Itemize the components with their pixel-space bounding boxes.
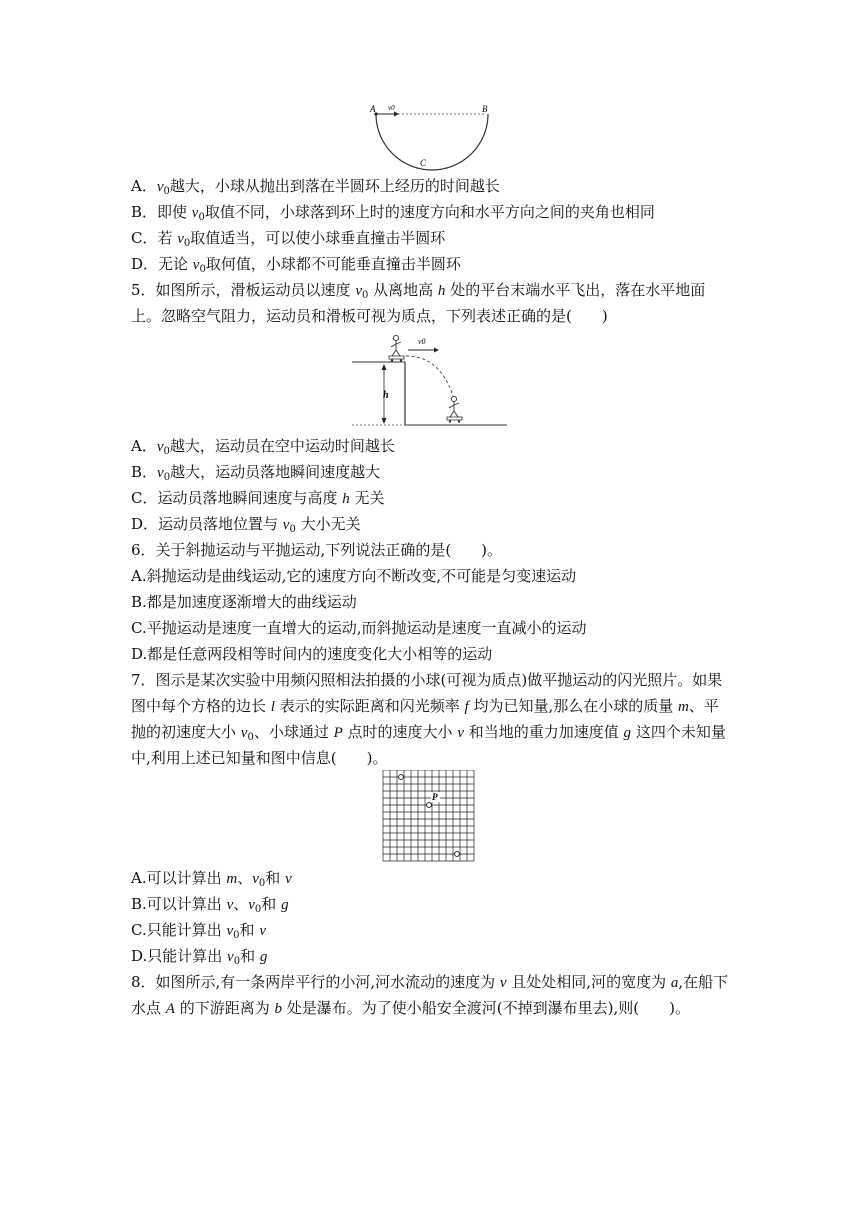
semicircle-figure [362, 100, 502, 174]
q5-stem-line-1: 5．如图所示，滑板运动员以速度 $v_0$ 从离地高 h 处的平台末端水平飞出，落在水平地面 [131, 281, 706, 301]
q7-option-c: C.只能计算出 $v_0$和 v [131, 921, 266, 941]
q5-stem-line-2: 上。忽略空气阻力，运动员和滑板可视为质点，下列表述正确的是( ) [131, 307, 608, 325]
q4-option-d: D．无论 $v_0$取何值，小球都不可能垂直撞击半圆环 [131, 255, 461, 275]
label-v0-skate: v0 [418, 337, 426, 346]
label-b: B [482, 104, 488, 114]
q8-stem-line-2: 水点 A 的下游距离为 b 处是瀑布。为了使小船安全渡河(不掉到瀑布里去),则( )。 [131, 999, 690, 1017]
q6-option-a: A.斜抛运动是曲线运动,它的速度方向不断改变,不可能是匀变速运动 [131, 567, 577, 585]
skater-bottom-head [451, 396, 456, 401]
q7-stem-line-2: 图中每个方格的边长 l 表示的实际距离和闪光频率 f 均为已知量,那么在小球的质量 m、平 [131, 697, 719, 715]
q7-stem-line-1: 7．图示是某次实验中用频闪照相法拍摄的小球(可视为质点)做平抛运动的闪光照片。如果 [131, 671, 723, 689]
q4-option-a: A．$v_0$越大，小球从抛出到落在半圆环上经历的时间越长 [131, 177, 500, 197]
q4-option-b: B．即使 $v_0$取值不同，小球落到环上时的速度方向和水平方向之间的夹角也相同 [131, 203, 655, 223]
flash-grid-figure [380, 770, 480, 862]
q4-option-c: C．若 $v_0$取值适当，可以使小球垂直撞击半圆环 [131, 229, 446, 249]
q7-stem-line-4: 中,利用上述已知量和图中信息( )。 [131, 749, 388, 767]
trajectory-dashed [406, 356, 453, 396]
q7-option-a: A.可以计算出 m、$v_0$和 v [131, 869, 292, 889]
grid-lines [383, 770, 474, 861]
label-a: A [370, 104, 376, 114]
q5-option-a: A．$v_0$越大，运动员在空中运动时间越长 [131, 437, 395, 457]
skateboard-figure [350, 330, 510, 430]
q6-stem: 6．关于斜抛运动与平抛运动,下列说法正确的是( )。 [131, 541, 503, 559]
skater-top-head [393, 335, 398, 340]
q6-option-d: D.都是任意两段相等时间内的速度变化大小相等的运动 [131, 645, 493, 663]
ball-1 [399, 775, 404, 780]
skateboard-bottom [447, 417, 462, 420]
q6-option-b: B.都是加速度逐渐增大的曲线运动 [131, 593, 357, 611]
q6-option-c: C.平抛运动是速度一直增大的运动,而斜抛运动是速度一直减小的运动 [131, 619, 587, 637]
q7-option-b: B.可以计算出 v、$v_0$和 g [131, 895, 289, 915]
label-p: P [432, 792, 438, 802]
q5-option-d: D．运动员落地位置与 $v_0$ 大小无关 [131, 515, 361, 535]
q8-stem-line-1: 8．如图所示,有一条两岸平行的小河,河水流动的速度为 v 且处处相同,河的宽度为 a,在船下 [131, 973, 729, 991]
ball-3 [455, 852, 460, 857]
semicircle-arc [376, 114, 488, 170]
ball-p [427, 803, 432, 808]
label-v0: v0 [388, 104, 395, 112]
q5-option-c: C．运动员落地瞬间速度与高度 h 无关 [131, 489, 385, 507]
label-c: C [420, 158, 427, 168]
q5-option-b: B．$v_0$越大，运动员落地瞬间速度越大 [131, 463, 381, 483]
skateboard-top [389, 356, 404, 359]
q7-stem-line-3: 抛的初速度大小 $v_0$、小球通过 P 点时的速度大小 v 和当地的重力加速度值 g 这四个未知量 [131, 723, 726, 743]
label-h: h [383, 390, 389, 401]
q7-option-d: D.只能计算出 $v_0$和 g [131, 947, 268, 967]
